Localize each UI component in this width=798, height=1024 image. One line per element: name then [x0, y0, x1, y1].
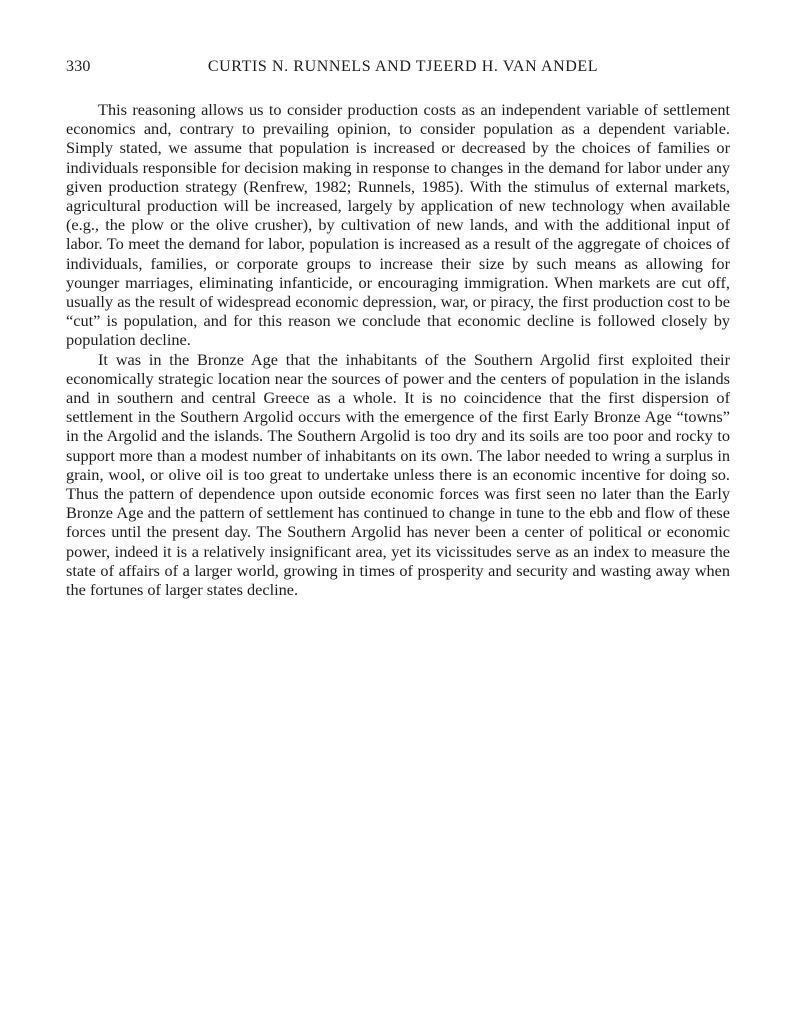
page — [66, 58, 730, 599]
body-text — [66, 100, 730, 599]
paragraph: This reasoning allows us to consider production costs as an independent variable of settlement economics and, contrary to prevailing opinion, to consider population as a dependent variable. Simply stated, we assume that population is increased or decreased by the choices of families or individuals responsible for decision making in response to changes in the demand for labor under any given production strategy (Renfrew, 1982; Runnels, 1985). With the stimulus of external markets, agricultural production will be increased, largely by application of new technology when available (e.g., the plow or the olive crusher), by cultivation of new lands, and with the additional input of labor. To meet the demand for labor, population is increased as a result of the aggregate of choices of individuals, families, or corporate groups to increase their size by such means as allowing for younger marriages, eliminating infanticide, or encouraging immigration. When markets are cut off, usually as the result of widespread economic depression, war, or piracy, the first production cost to be “cut” is population, and for this reason we conclude that economic decline is followed closely by population decline. — [66, 100, 730, 350]
paragraph: It was in the Bronze Age that the inhabitants of the Southern Argolid first exploited their economically strategic location near the sources of power and the centers of population in the islands and in southern and central Greece as a whole. It is no coincidence that the first dispersion of settlement in the Southern Argolid occurs with the emergence of the first Early Bronze Age “towns” in the Argolid and the islands. The Southern Argolid is too dry and its soils are too poor and rocky to support more than a modest number of inhabitants on its own. The labor needed to wring a surplus in grain, wool, or olive oil is too great to undertake unless there is an economic incentive for doing so. Thus the pattern of dependence upon outside economic forces was first seen no later than the Early Bronze Age and the pattern of settlement has continued to change in tune to the ebb and flow of these forces until the present day. The Southern Argolid has never been a center of political or economic power, indeed it is a relatively insignificant area, yet its vicissitudes serve as an index to measure the state of affairs of a larger world, growing in times of prosperity and security and wasting away when the fortunes of larger states decline. — [66, 349, 730, 600]
page-number: 330 — [66, 58, 91, 75]
running-head — [66, 58, 730, 82]
running-title: CURTIS N. RUNNELS AND TJEERD H. VAN ANDEL — [207, 58, 599, 75]
